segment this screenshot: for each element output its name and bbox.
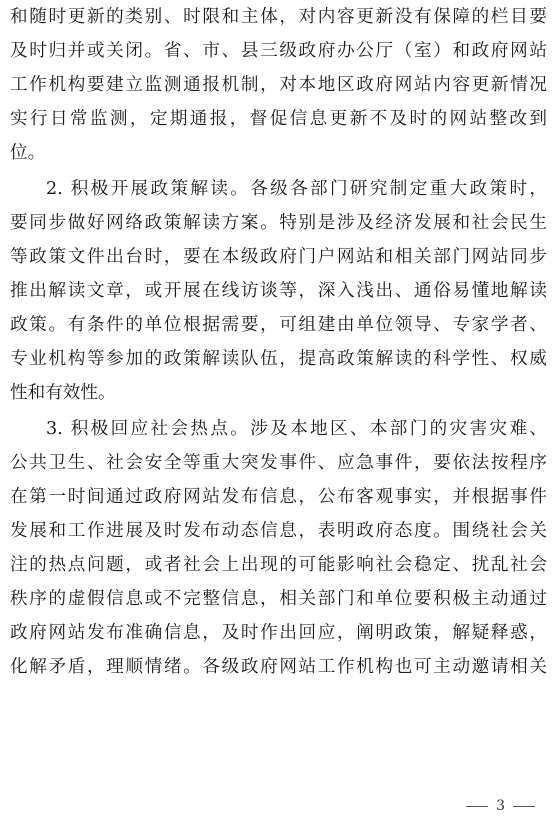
- text-line: 公共卫生、社会安全等重大突发事件、应急事件，要依法按程序: [10, 453, 547, 473]
- text-line: 等政策文件出台时，要在本级政府门户网站和相关部门网站同步: [10, 247, 547, 267]
- text-line: 专业机构等参加的政策解读队伍，提高政策解读的科学性、权威: [10, 349, 547, 369]
- text-line: 在第一时间通过政府网站发布信息，公布客观事实，并根据事件: [10, 487, 547, 507]
- page-number: 3: [496, 798, 505, 814]
- page-footer: [466, 798, 535, 814]
- text-line: 注的热点问题，或者社会上出现的可能影响社会稳定、扰乱社会: [10, 555, 547, 575]
- footer-dash-left: [466, 806, 488, 807]
- text-line: 工作机构要建立监测通报机制，对本地区政府网站内容更新情况: [10, 75, 547, 95]
- section-heading-line: 3. 积极回应社会热点。涉及本地区、本部门的灾害灾难、: [46, 419, 547, 439]
- text-line: 及时归并或关闭。省、市、县三级政府办公厅（室）和政府网站: [10, 41, 547, 61]
- text-line: 要同步做好网络政策解读方案。特别是涉及经济发展和社会民生: [10, 213, 547, 233]
- text-line: 推出解读文章，或开展在线访谈等，深入浅出、通俗易懂地解读: [10, 281, 547, 301]
- footer-dash-right: [513, 806, 535, 807]
- text-line: 性和有效性。: [10, 383, 116, 403]
- text-line: 秩序的虚假信息或不完整信息，相关部门和单位要积极主动通过: [10, 589, 547, 609]
- text-line: 政策。有条件的单位根据需要，可组建由单位领导、专家学者、: [10, 315, 547, 335]
- text-line: 和随时更新的类别、时限和主体，对内容更新没有保障的栏目要: [10, 7, 547, 27]
- text-line: 发展和工作进展及时发布动态信息，表明政府态度。围绕社会关: [10, 521, 547, 541]
- text-line: 位。: [10, 143, 46, 163]
- text-line: 化解矛盾，理顺情绪。各级政府网站工作机构也可主动邀请相关: [10, 657, 547, 677]
- document-body: [10, 0, 547, 684]
- text-line: 政府网站发布准确信息，及时作出回应，阐明政策，解疑释惑，: [10, 623, 547, 643]
- text-line: 实行日常监测，定期通报，督促信息更新不及时的网站整改到: [10, 109, 547, 129]
- section-heading-line: 2. 积极开展政策解读。各级各部门研究制定重大政策时，: [46, 179, 547, 199]
